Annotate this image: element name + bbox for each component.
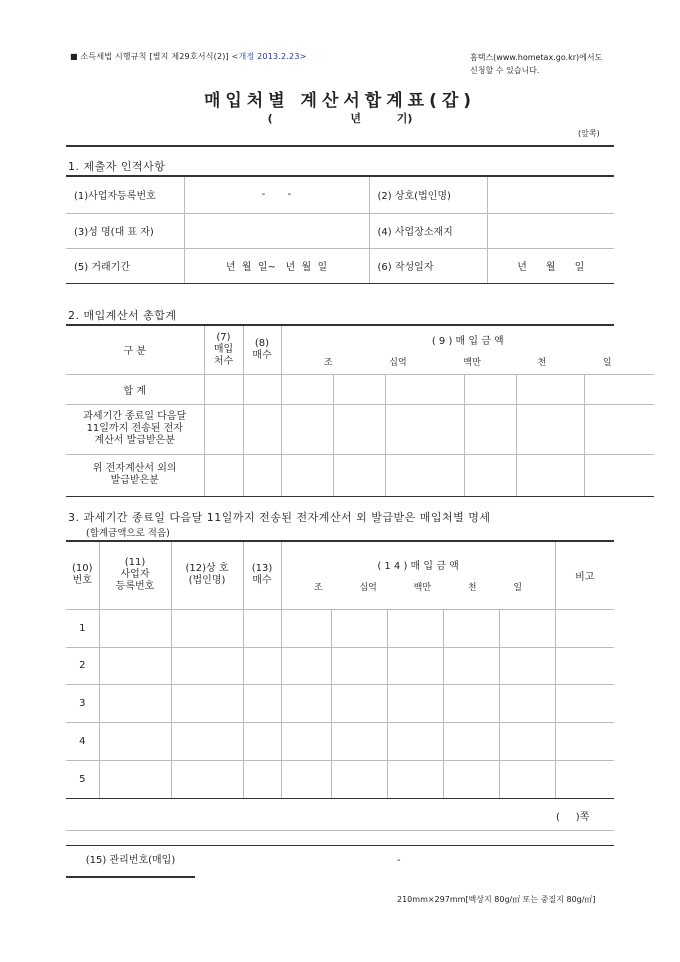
suppliers-header: (7) 매입 처수 bbox=[204, 326, 243, 374]
cell[interactable] bbox=[331, 760, 387, 798]
cell[interactable] bbox=[331, 609, 387, 647]
front-side-label: (앞쪽) bbox=[578, 129, 600, 138]
remark-header: 비고 bbox=[555, 542, 614, 609]
date-label: (6) 작성일자 bbox=[369, 248, 487, 283]
cell[interactable] bbox=[331, 684, 387, 722]
cell[interactable] bbox=[281, 722, 331, 760]
cell[interactable] bbox=[171, 609, 243, 647]
form-reference bbox=[70, 51, 307, 62]
cell[interactable] bbox=[443, 609, 499, 647]
cell[interactable] bbox=[281, 609, 331, 647]
top-rule bbox=[66, 145, 614, 147]
cell[interactable] bbox=[99, 760, 171, 798]
cell[interactable] bbox=[499, 684, 555, 722]
cell[interactable] bbox=[464, 454, 516, 496]
unit-jo: 조 bbox=[313, 583, 323, 594]
cell[interactable] bbox=[499, 760, 555, 798]
cell[interactable] bbox=[443, 760, 499, 798]
no-header: (10) 번호 bbox=[66, 542, 99, 609]
company-field[interactable] bbox=[487, 177, 614, 213]
row-number: 4 bbox=[66, 722, 99, 760]
cell[interactable] bbox=[516, 454, 584, 496]
biz-reg-label: (1)사업자등록번호 bbox=[66, 177, 184, 213]
unit-baekman: 백만 bbox=[413, 583, 432, 594]
hometax-line1: 홈택스(www.hometax.go.kr)에서도 bbox=[470, 53, 603, 62]
cell[interactable] bbox=[499, 647, 555, 684]
cell[interactable] bbox=[499, 722, 555, 760]
cell[interactable] bbox=[243, 454, 281, 496]
cell[interactable] bbox=[464, 404, 516, 454]
cell[interactable] bbox=[243, 647, 281, 684]
cell[interactable] bbox=[443, 722, 499, 760]
cell[interactable] bbox=[281, 647, 331, 684]
cell[interactable] bbox=[281, 454, 333, 496]
page-indicator: ( )쪽 bbox=[556, 812, 590, 823]
cell[interactable] bbox=[204, 454, 243, 496]
amount-header bbox=[281, 326, 654, 374]
cell[interactable] bbox=[331, 722, 387, 760]
supplier-detail-table bbox=[66, 542, 614, 799]
hometax-line2: 신청할 수 있습니다. bbox=[470, 66, 540, 75]
period-value: 년 월 일~ 년 월 일 bbox=[225, 262, 328, 273]
section2-title: 2. 매입계산서 총합계 bbox=[68, 309, 177, 322]
total-row-label: 합 계 bbox=[66, 374, 204, 404]
cell[interactable] bbox=[584, 404, 654, 454]
period-label: (5) 거래기간 bbox=[66, 248, 184, 283]
unit-sibeok: 십억 bbox=[389, 357, 407, 368]
cell[interactable] bbox=[555, 609, 614, 647]
management-number-value[interactable]: - bbox=[397, 855, 401, 866]
submitter-info-table bbox=[66, 177, 614, 284]
category-header: 구 분 bbox=[66, 326, 204, 374]
cell[interactable] bbox=[516, 374, 584, 404]
cell[interactable] bbox=[99, 647, 171, 684]
purchase-total-table bbox=[66, 326, 654, 497]
amount-header bbox=[281, 542, 555, 609]
unit-jo: 조 bbox=[323, 357, 333, 368]
cell[interactable] bbox=[333, 374, 385, 404]
cell[interactable] bbox=[387, 760, 443, 798]
cell[interactable] bbox=[281, 374, 333, 404]
cell[interactable] bbox=[499, 609, 555, 647]
cell[interactable] bbox=[99, 722, 171, 760]
unit-il: 일 bbox=[602, 357, 612, 368]
cell[interactable] bbox=[171, 722, 243, 760]
section3-title: 3. 과세기간 종료일 다음달 11일까지 전송된 전자계산서 외 발급받은 매입처별 명세 bbox=[68, 511, 491, 524]
company-header: (12)상 호 (법인명) bbox=[171, 542, 243, 609]
other-row-label: 위 전자계산서 외의 발급받은분 bbox=[66, 454, 204, 496]
cell[interactable] bbox=[243, 374, 281, 404]
unit-cheon: 천 bbox=[467, 583, 477, 594]
cell[interactable] bbox=[385, 374, 464, 404]
row-number: 1 bbox=[66, 609, 99, 647]
cell[interactable] bbox=[243, 760, 281, 798]
cell[interactable] bbox=[516, 404, 584, 454]
cell[interactable] bbox=[443, 684, 499, 722]
address-field[interactable] bbox=[487, 213, 614, 248]
form-ref-text: ■ 소득세법 시행규칙 [별지 제29호서식(2)] bbox=[70, 52, 229, 61]
cell[interactable] bbox=[387, 609, 443, 647]
hometax-notice bbox=[470, 51, 602, 77]
count-header: (8) 매수 bbox=[243, 326, 281, 374]
page-rule bbox=[66, 830, 614, 831]
cell[interactable] bbox=[464, 374, 516, 404]
bizno-header: (11) 사업자 등록번호 bbox=[99, 542, 171, 609]
electronic-row-label: 과세기간 종료일 다음달 11일까지 전송된 전자 계산서 발급받은분 bbox=[66, 404, 204, 454]
cell[interactable] bbox=[584, 374, 654, 404]
biz-reg-field[interactable] bbox=[184, 177, 369, 213]
cell[interactable] bbox=[243, 609, 281, 647]
amount-units bbox=[282, 355, 655, 368]
name-label: (3)성 명(대 표 자) bbox=[66, 213, 184, 248]
document-subtitle bbox=[0, 110, 680, 126]
cell[interactable] bbox=[243, 404, 281, 454]
subtitle-open: ( bbox=[267, 112, 273, 125]
date-value: 년 월 일 bbox=[517, 262, 585, 273]
section1-title: 1. 제출자 인적사항 bbox=[68, 160, 166, 173]
subtitle-year: 년 bbox=[350, 112, 361, 125]
cell[interactable] bbox=[281, 684, 331, 722]
unit-sibeok: 십억 bbox=[359, 583, 377, 594]
company-label: (2) 상호(법인명) bbox=[369, 177, 487, 213]
cell[interactable] bbox=[333, 454, 385, 496]
cell[interactable] bbox=[443, 647, 499, 684]
row-number: 2 bbox=[66, 647, 99, 684]
date-field[interactable] bbox=[487, 248, 614, 283]
amount-title: ( 1 4 ) 매 입 금 액 bbox=[377, 561, 459, 573]
management-number-label: (15) 관리번호(매입) bbox=[66, 846, 195, 878]
cell[interactable] bbox=[387, 722, 443, 760]
row-number: 5 bbox=[66, 760, 99, 798]
cell[interactable] bbox=[385, 404, 464, 454]
cell[interactable] bbox=[385, 454, 464, 496]
cell[interactable] bbox=[243, 684, 281, 722]
cell[interactable] bbox=[99, 609, 171, 647]
amount-title: ( 9 ) 매 입 금 액 bbox=[431, 335, 504, 347]
cell[interactable] bbox=[171, 684, 243, 722]
unit-cheon: 천 bbox=[537, 357, 547, 368]
cell[interactable] bbox=[281, 404, 333, 454]
period-field[interactable] bbox=[184, 248, 369, 283]
cell[interactable] bbox=[99, 684, 171, 722]
cell[interactable] bbox=[204, 374, 243, 404]
cell[interactable] bbox=[171, 760, 243, 798]
document-title: 매입처별 계산서합계표(갑) bbox=[203, 91, 477, 111]
amount-units bbox=[282, 580, 555, 593]
cell[interactable] bbox=[333, 404, 385, 454]
unit-baekman: 백만 bbox=[463, 357, 481, 368]
cell[interactable] bbox=[387, 684, 443, 722]
cell[interactable] bbox=[584, 454, 654, 496]
biz-reg-value: - - bbox=[261, 189, 292, 201]
address-label: (4) 사업장소재지 bbox=[369, 213, 487, 248]
unit-il: 일 bbox=[513, 583, 523, 594]
cell[interactable] bbox=[281, 760, 331, 798]
cell[interactable] bbox=[331, 647, 387, 684]
cell[interactable] bbox=[204, 404, 243, 454]
cell[interactable] bbox=[555, 684, 614, 722]
name-field[interactable] bbox=[184, 213, 369, 248]
section3-note: (합계금액으로 적음) bbox=[86, 528, 170, 539]
cell[interactable] bbox=[171, 647, 243, 684]
cell[interactable] bbox=[555, 722, 614, 760]
subtitle-period: 기) bbox=[396, 112, 413, 125]
cell[interactable] bbox=[555, 760, 614, 798]
cell[interactable] bbox=[555, 647, 614, 684]
revision-text: <개정 2013.2.23> bbox=[231, 52, 307, 61]
row-number: 3 bbox=[66, 684, 99, 722]
count-header: (13) 매수 bbox=[243, 542, 281, 609]
cell[interactable] bbox=[387, 647, 443, 684]
paper-spec: 210mm×297mm[백상지 80g/㎡ 또는 중질지 80g/㎡] bbox=[397, 895, 596, 904]
cell[interactable] bbox=[243, 722, 281, 760]
